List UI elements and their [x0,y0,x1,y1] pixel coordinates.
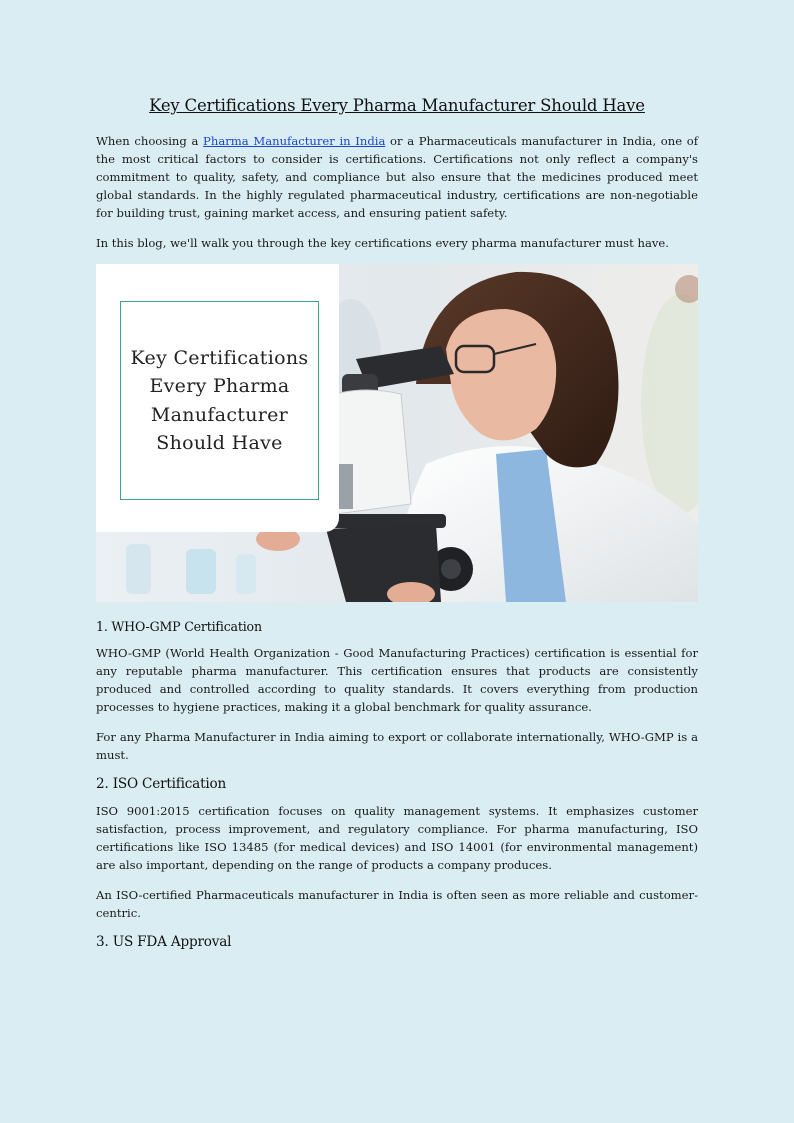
intro-text-before-link: When choosing a [96,134,204,148]
iso-paragraph-1: ISO 9001:2015 certification focuses on quality management systems. It emphasizes customer satisfaction, process improvement, and regulatory compliance. For pharma manufacturing, ISO certifications like ISO 13485 (for medical devices) and ISO 14001 (for environmental management) are also important, depending on the range of products a company produces. [96,804,698,872]
intro-text-after-link: or a Pharmaceuticals manufacturer in India, one of the most critical factors to consider is certifications. Certifications not only reflect a company's commitment to quality, safety, and compliance but also ensure that the medicines produced meet global standards. In the highly regulated pharmaceutical industry, certifications are non-negotiable for building trust, gaining market access, and ensuring patient safety. [96,134,699,220]
hero-image [96,264,698,602]
who-gmp-paragraph-2: For any Pharma Manufacturer in India aiming to export or collaborate internationally, WHO-GMP is a must. [96,730,698,762]
hero-title-card [96,264,339,532]
section-heading-who-gmp: 1. WHO-GMP Certification [96,619,262,634]
hero-title-text: Key Certifications Every Pharma Manufacturer Should Have [130,346,309,454]
section-heading-us-fda: 3. US FDA Approval [96,934,232,950]
intro-paragraph-2: In this blog, we'll walk you through the key certifications every pharma manufacturer must have. [96,236,669,250]
who-gmp-paragraph-1: WHO-GMP (World Health Organization - Good Manufacturing Practices) certification is essential for any reputable pharma manufacturer. This certification ensures that products are consistently produced and controlled according to quality standards. It covers everything from production processes to hygiene practices, making it a global benchmark for quality assurance. [96,646,698,714]
intro-paragraph [96,132,698,222]
pharma-manufacturer-link[interactable]: Pharma Manufacturer in India [203,134,386,148]
iso-paragraph-2: An ISO-certified Pharmaceuticals manufacturer in India is often seen as more reliable and customer-centric. [96,888,698,920]
hero-title-frame [120,301,319,500]
section-heading-iso: 2. ISO Certification [96,776,227,792]
page-title: Key Certifications Every Pharma Manufacturer Should Have [149,96,645,115]
document-page [96,96,698,960]
